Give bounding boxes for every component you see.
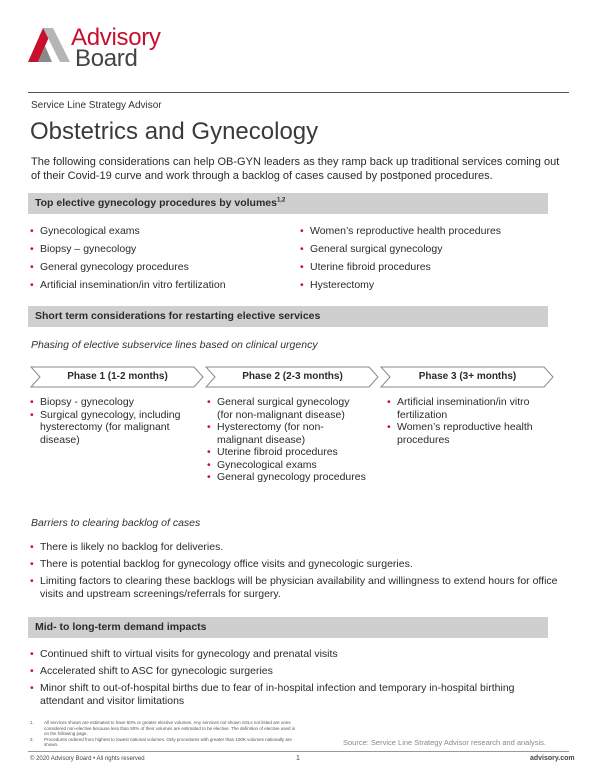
phase-1-list [30,396,190,446]
phase-3-list [387,396,557,446]
source-note: Source: Service Line Strategy Advisor research and analysis. [343,738,547,747]
list-item: • Women’s reproductive health procedures [300,225,560,243]
list-item: • Gynecological exams [207,459,367,472]
list-item: • Limiting factors to clearing these backlogs will be physician availability and willingness to extend hours for office visits and upstream screenings/referrals for surgery. [30,575,560,601]
demand-impacts-list [30,648,560,712]
list-item: • Biopsy - gynecology [30,396,190,409]
logo-mark-icon [28,28,70,62]
list-item: • General gynecology procedures [207,471,367,484]
procedures-list-left [30,225,290,297]
phase-3-label: Phase 3 (3+ months) [418,371,517,382]
list-item: • Accelerated shift to ASC for gynecologic surgeries [30,665,560,678]
page-number: 1 [296,755,300,762]
list-item: • Hysterectomy [300,279,560,297]
footnote: 2. Procedures ordered from highest to lowest national volumes. Only procedures with greater than 100K volumes nationally are shown. [30,736,292,747]
logo-word-advisory: Advisory [71,24,161,51]
page-title: Obstetrics and Gynecology [30,118,319,145]
phase-1-label: Phase 1 (1-2 months) [67,371,168,382]
list-item: • Artificial insemination/in vitro fertilization [30,279,290,297]
footer-divider [28,751,569,752]
advisory-board-logo [28,26,178,76]
logo-word-board: Board [75,45,138,72]
list-item: • Surgical gynecology, including hysterectomy (for malignant disease) [30,409,190,447]
list-item: • Hysterectomy (for non-malignant disease) [207,421,367,446]
phase-3-chevron [380,366,555,388]
list-item: • There is likely no backlog for deliveries. [30,541,560,554]
list-item: • Uterine fibroid procedures [300,261,560,279]
list-item: • There is potential backlog for gynecology office visits and gynecologic surgeries. [30,558,560,571]
list-item: • Minor shift to out-of-hospital births due to fear of in-hospital infection and temporary in-hospital birthing attendant and visitor limitations [30,682,560,708]
section-band-top-procedures [28,193,548,214]
section-band-demand-impacts [28,617,548,638]
phasing-subheading: Phasing of elective subservice lines based on clinical urgency [31,339,318,351]
website-link[interactable]: advisory.com [530,755,575,762]
list-item: • Gynecological exams [30,225,290,243]
header-divider [28,92,569,93]
list-item: • Continued shift to virtual visits for gynecology and prenatal visits [30,648,560,661]
barriers-list [30,541,560,605]
section-heading-short-term: Short term considerations for restarting elective services [35,310,321,322]
list-item: • General surgical gynecology [300,243,560,261]
list-item: • Artificial insemination/in vitro fertilization [387,396,557,421]
product-name: Service Line Strategy Advisor [31,100,162,111]
footnote: 1. All services shown are estimated to have 50% or greater elective volumes. Any services not shown SSLs not listed are ones considered non-elective because less than 50% of their volumes are estimated to be elective. The definition of elective used is on the following page. [30,720,296,736]
list-item: • Women’s reproductive health procedures [387,421,557,446]
section-heading-top-procedures: Top elective gynecology procedures by volumes$^{1,2}$ [35,197,286,209]
barriers-subheading: Barriers to clearing backlog of cases [31,517,201,529]
footnotes [30,720,300,748]
list-item: • Uterine fibroid procedures [207,446,367,459]
phase-2-chevron [205,366,380,388]
list-item: • General surgical gynecology (for non-malignant disease) [207,396,367,421]
copyright: © 2020 Advisory Board • All rights reserved [30,756,145,762]
phase-1-chevron [30,366,205,388]
list-item: • General gynecology procedures [30,261,290,279]
phase-2-list [207,396,367,484]
section-heading-demand-impacts: Mid- to long-term demand impacts [35,621,207,633]
intro-paragraph: The following considerations can help OB-GYN leaders as they ramp back up traditional services coming out of their Covid-19 curve and work through a backlog of cases caused by postponed procedures. [31,156,560,182]
section-band-short-term [28,306,548,327]
list-item: • Biopsy – gynecology [30,243,290,261]
phase-2-label: Phase 2 (2-3 months) [242,371,343,382]
procedures-list-right [300,225,560,297]
footnote-ref: 1,2 [276,197,286,204]
